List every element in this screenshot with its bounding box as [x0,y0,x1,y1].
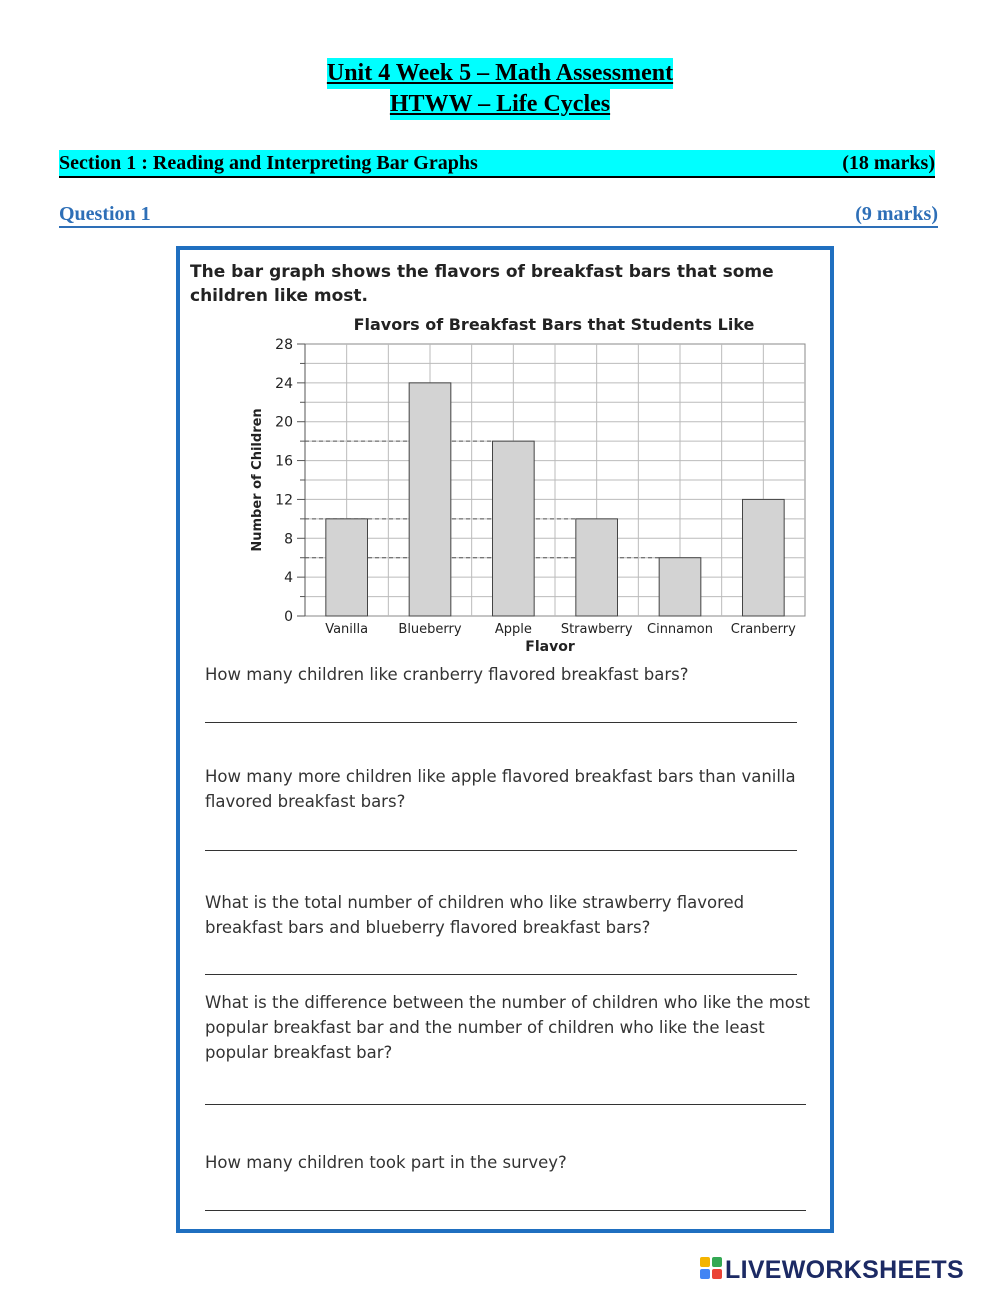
y-tick-label: 16 [275,453,293,470]
section-heading [59,150,935,178]
x-tick-label: Strawberry [560,622,633,637]
worksheet-frame [176,246,834,1233]
section-label: Section 1 : Reading and Interpreting Bar Graphs [59,152,478,174]
section-marks: (18 marks) [842,152,935,174]
x-tick-label: Blueberry [398,622,462,637]
y-tick-label: 0 [284,609,293,625]
question-1-text: How many children like cranberry flavored breakfast bars? [205,665,689,684]
bar-chart [240,310,820,655]
bar-cinnamon [659,558,701,616]
worksheet-intro: The bar graph shows the flavors of breakfast bars that some children like most. [190,262,774,306]
x-tick-label: Vanilla [325,622,369,637]
assessment-subtitle: HTWW – Life Cycles [390,89,610,120]
y-axis-label: Number of Children [250,408,265,552]
answer-line-2[interactable] [205,850,797,851]
question-3-text: What is the total number of children who like strawberry flavored breakfast bars and blueberry flavored breakfast bars? [205,893,745,937]
y-tick-label: 24 [275,375,293,392]
answer-line-3[interactable] [205,974,797,975]
answer-line-1[interactable] [205,722,797,723]
question-heading [59,202,938,228]
assessment-title: Unit 4 Week 5 – Math Assessment [327,58,673,89]
bar-apple [493,441,535,616]
y-tick-label: 28 [275,337,293,353]
bar-vanilla [326,519,368,616]
y-tick-label: 8 [284,531,293,548]
liveworksheets-logo [700,1256,964,1284]
bar-strawberry [576,519,618,616]
x-tick-label: Apple [494,622,532,637]
liveworksheets-logo-icon [700,1257,722,1281]
y-tick-label: 4 [284,570,293,587]
question-marks: (9 marks) [855,203,938,225]
bar-cranberry [743,499,785,616]
answer-line-5[interactable] [205,1210,806,1211]
x-tick-label: Cinnamon [647,622,713,637]
answer-line-4[interactable] [205,1104,806,1105]
question-label: Question 1 [59,203,151,225]
x-tick-label: Cranberry [730,622,796,637]
y-tick-label: 12 [275,492,293,509]
question-2-text: How many more children like apple flavored breakfast bars than vanilla flavored breakfast bars? [205,767,796,811]
question-4-text: What is the difference between the number of children who like the most popular breakfast bar and the number of children who like the least popular breakfast bar? [205,993,810,1062]
x-axis-label: Flavor [525,639,575,655]
title-block [0,58,1000,120]
y-tick-label: 20 [275,414,293,431]
question-5-text: How many children took part in the survey? [205,1153,567,1172]
bar-blueberry [409,383,451,616]
brand-name: LIVEWORKSHEETS [725,1256,964,1284]
chart-title: Flavors of Breakfast Bars that Students Like [353,315,755,334]
